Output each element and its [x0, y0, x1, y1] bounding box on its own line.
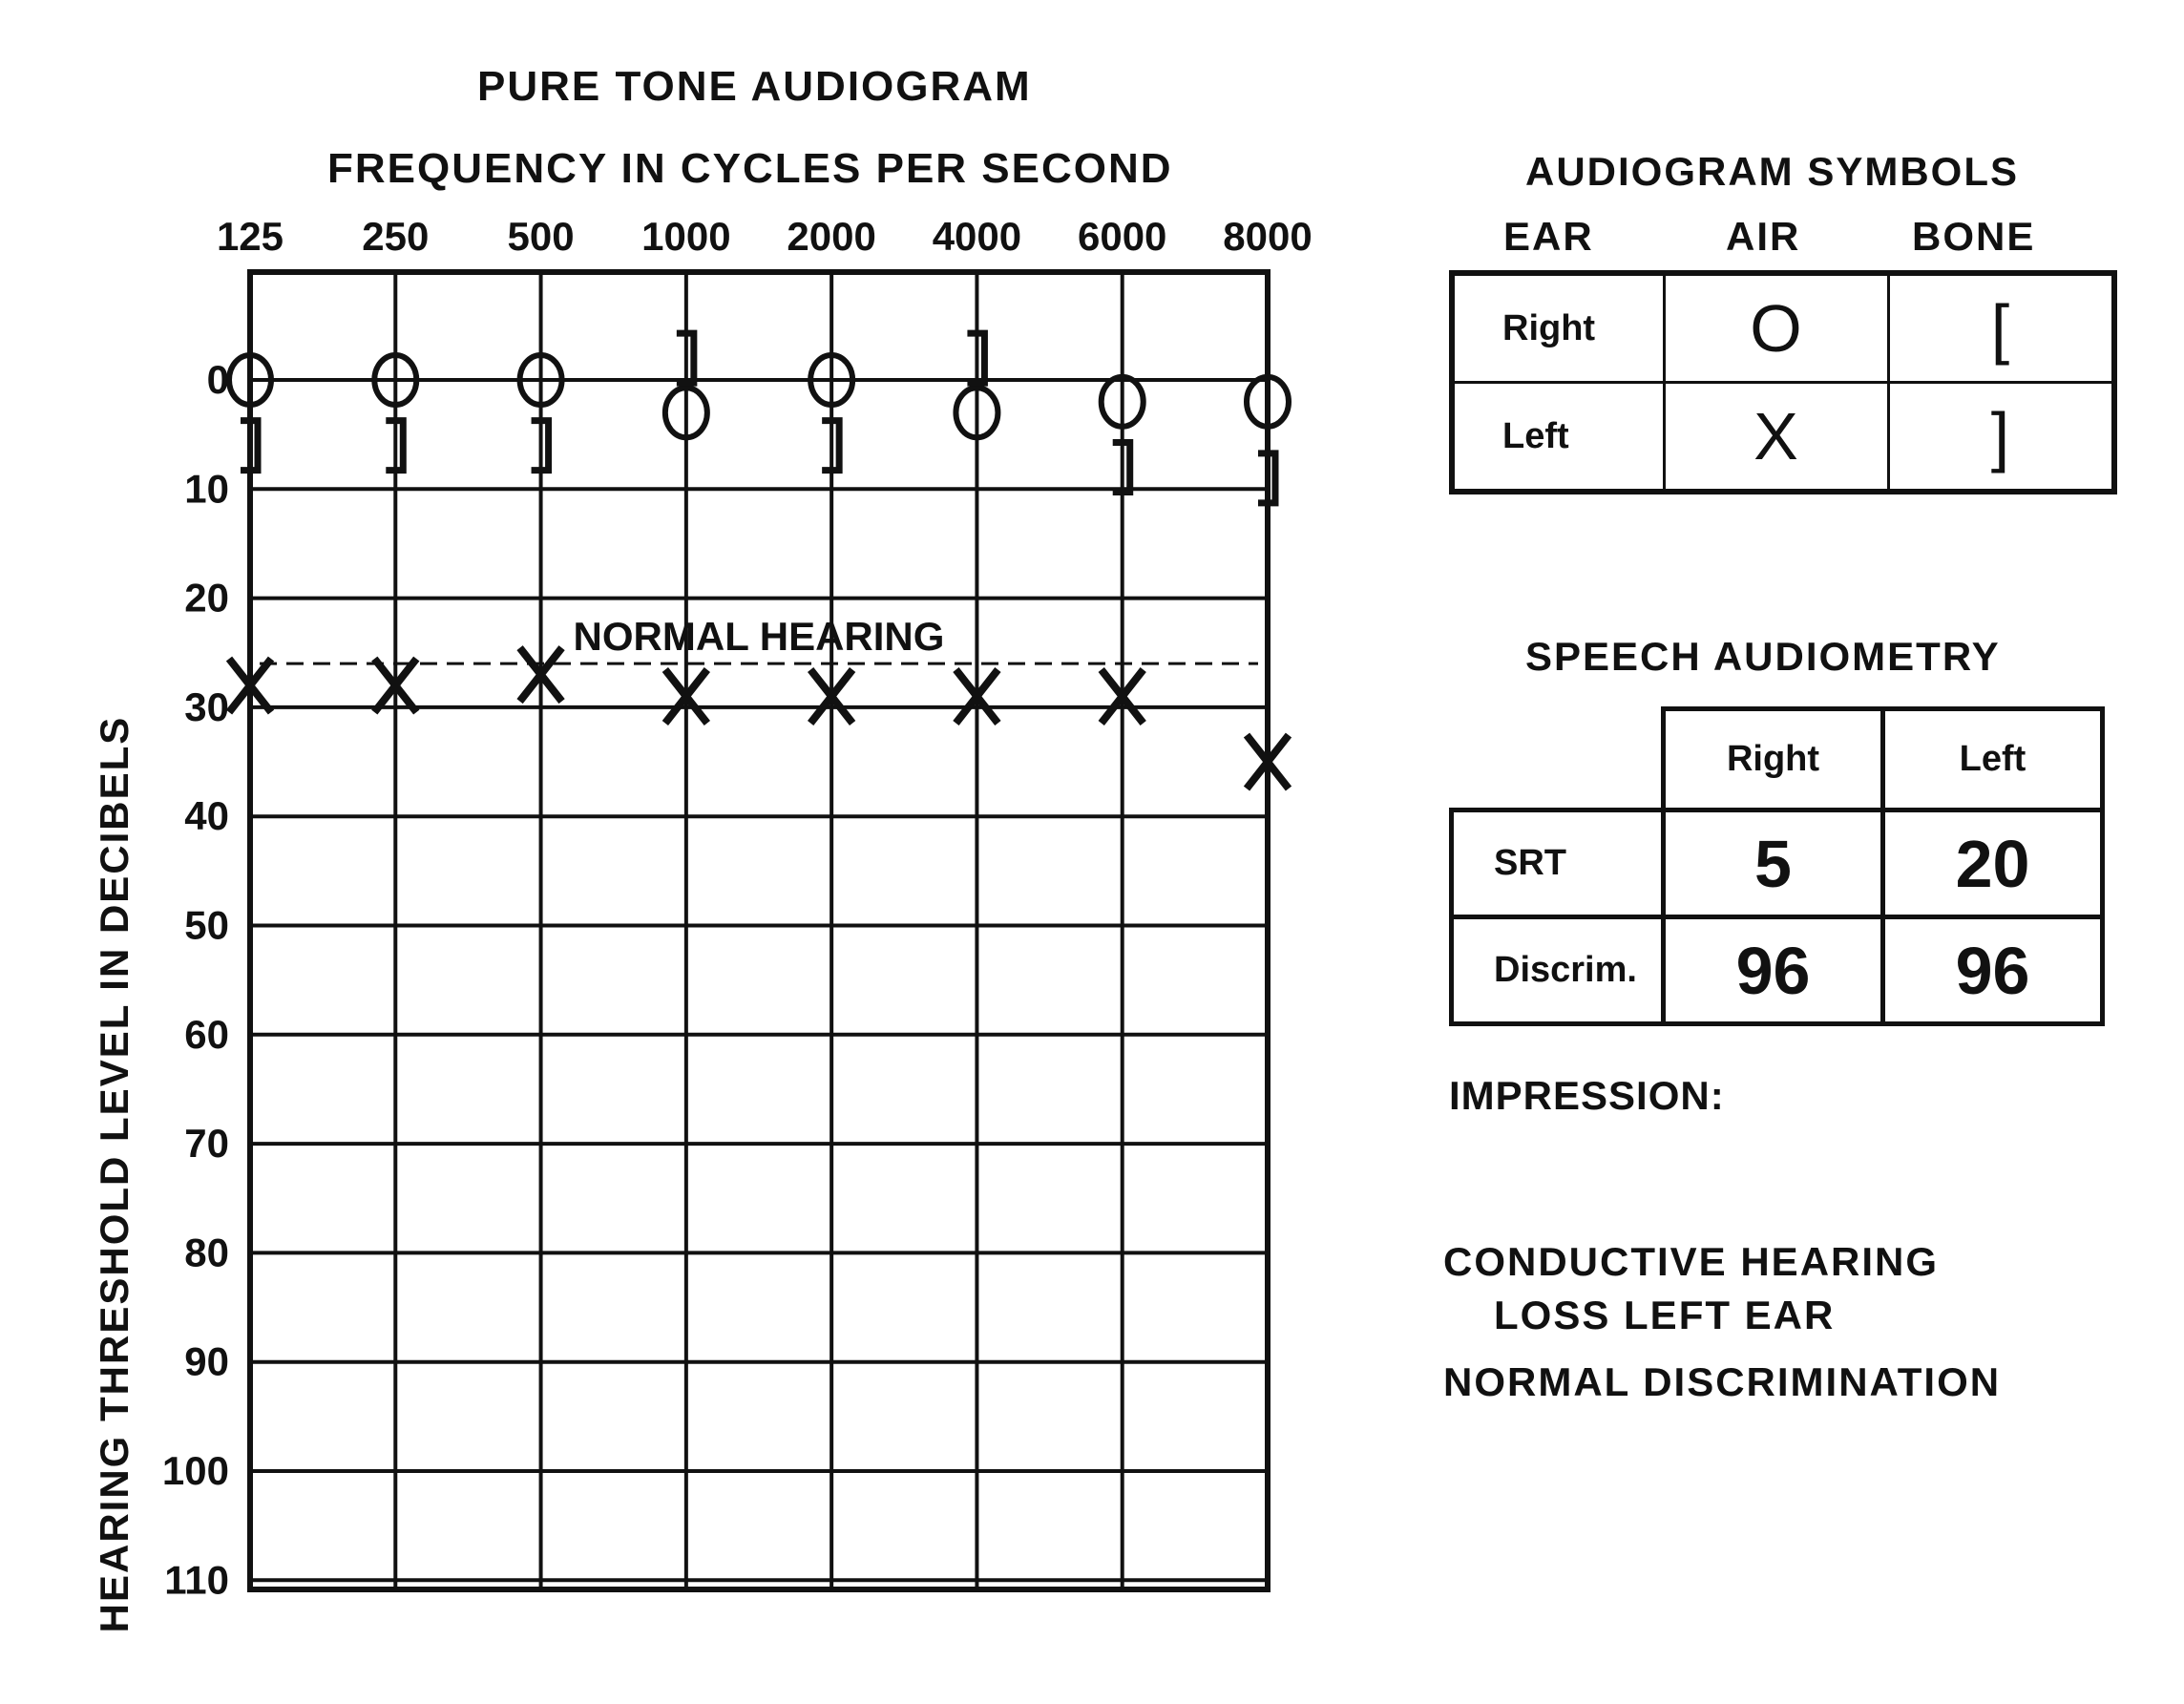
y-axis-label: HEARING THRESHOLD LEVEL IN DECIBELS — [92, 715, 136, 1633]
legend-ear-right: Right — [1452, 273, 1664, 383]
impression-line-1: CONDUCTIVE HEARING — [1443, 1239, 1940, 1284]
x-tick-label: 6000 — [1077, 214, 1167, 259]
impression-line-2: LOSS LEFT EAR — [1494, 1293, 1836, 1337]
x-tick-label: 2000 — [787, 214, 876, 259]
y-tick-label: 40 — [184, 793, 229, 839]
y-tick-label: 10 — [184, 466, 229, 512]
x-tick-label: 1000 — [641, 214, 731, 259]
speech-header-right: Right — [1664, 709, 1883, 810]
legend-ear-left: Left — [1452, 383, 1664, 493]
speech-discrim-left: 96 — [1883, 917, 2103, 1024]
chart-title: PURE TONE AUDIOGRAM — [477, 63, 1032, 110]
legend-right-air-symbol: O — [1664, 273, 1888, 383]
speech-table — [1449, 706, 2105, 1026]
speech-srt-right: 5 — [1664, 810, 1883, 917]
y-tick-label: 110 — [164, 1557, 229, 1603]
y-tick-label: 0 — [206, 357, 229, 402]
legend-row-right — [1452, 273, 2114, 383]
speech-corner — [1452, 709, 1664, 810]
speech-row-discrim — [1452, 917, 2103, 1024]
legend-table — [1449, 270, 2117, 494]
impression-line-3: NORMAL DISCRIMINATION — [1443, 1359, 2002, 1404]
y-tick-label: 100 — [161, 1448, 229, 1493]
y-tick-label: 70 — [184, 1121, 229, 1167]
speech-title: SPEECH AUDIOMETRY — [1525, 634, 2001, 679]
legend-row-left — [1452, 383, 2114, 493]
x-tick-label: 500 — [507, 214, 575, 259]
speech-label-discrim: Discrim. — [1452, 917, 1664, 1024]
speech-discrim-right: 96 — [1664, 917, 1883, 1024]
y-tick-label: 30 — [184, 684, 229, 729]
x-tick-label: 125 — [216, 214, 284, 259]
x-tick-label: 4000 — [932, 214, 1022, 259]
y-tick-label: 60 — [184, 1011, 229, 1057]
legend-header-air: AIR — [1726, 214, 1801, 259]
impression-label: IMPRESSION: — [1449, 1073, 1725, 1118]
speech-header-row — [1452, 709, 2103, 810]
speech-row-srt — [1452, 810, 2103, 917]
speech-header-left: Left — [1883, 709, 2103, 810]
speech-srt-left: 20 — [1883, 810, 2103, 917]
legend-title: AUDIOGRAM SYMBOLS — [1525, 149, 2019, 194]
y-tick-label: 80 — [184, 1230, 229, 1275]
legend-left-bone-symbol: ] — [1888, 383, 2114, 493]
y-tick-label: 90 — [184, 1338, 229, 1384]
speech-label-srt: SRT — [1452, 810, 1664, 917]
y-tick-label: 50 — [184, 902, 229, 948]
x-tick-label: 250 — [362, 214, 430, 259]
x-tick-label: 8000 — [1223, 214, 1312, 259]
legend-header-ear: EAR — [1503, 214, 1594, 259]
legend-right-bone-symbol: [ — [1888, 273, 2114, 383]
x-axis-label: FREQUENCY IN CYCLES PER SECOND — [327, 145, 1173, 192]
normal-hearing-label: NORMAL HEARING — [573, 614, 945, 660]
y-tick-label: 20 — [184, 575, 229, 621]
legend-left-air-symbol: X — [1664, 383, 1888, 493]
legend-header-bone: BONE — [1912, 214, 2036, 259]
